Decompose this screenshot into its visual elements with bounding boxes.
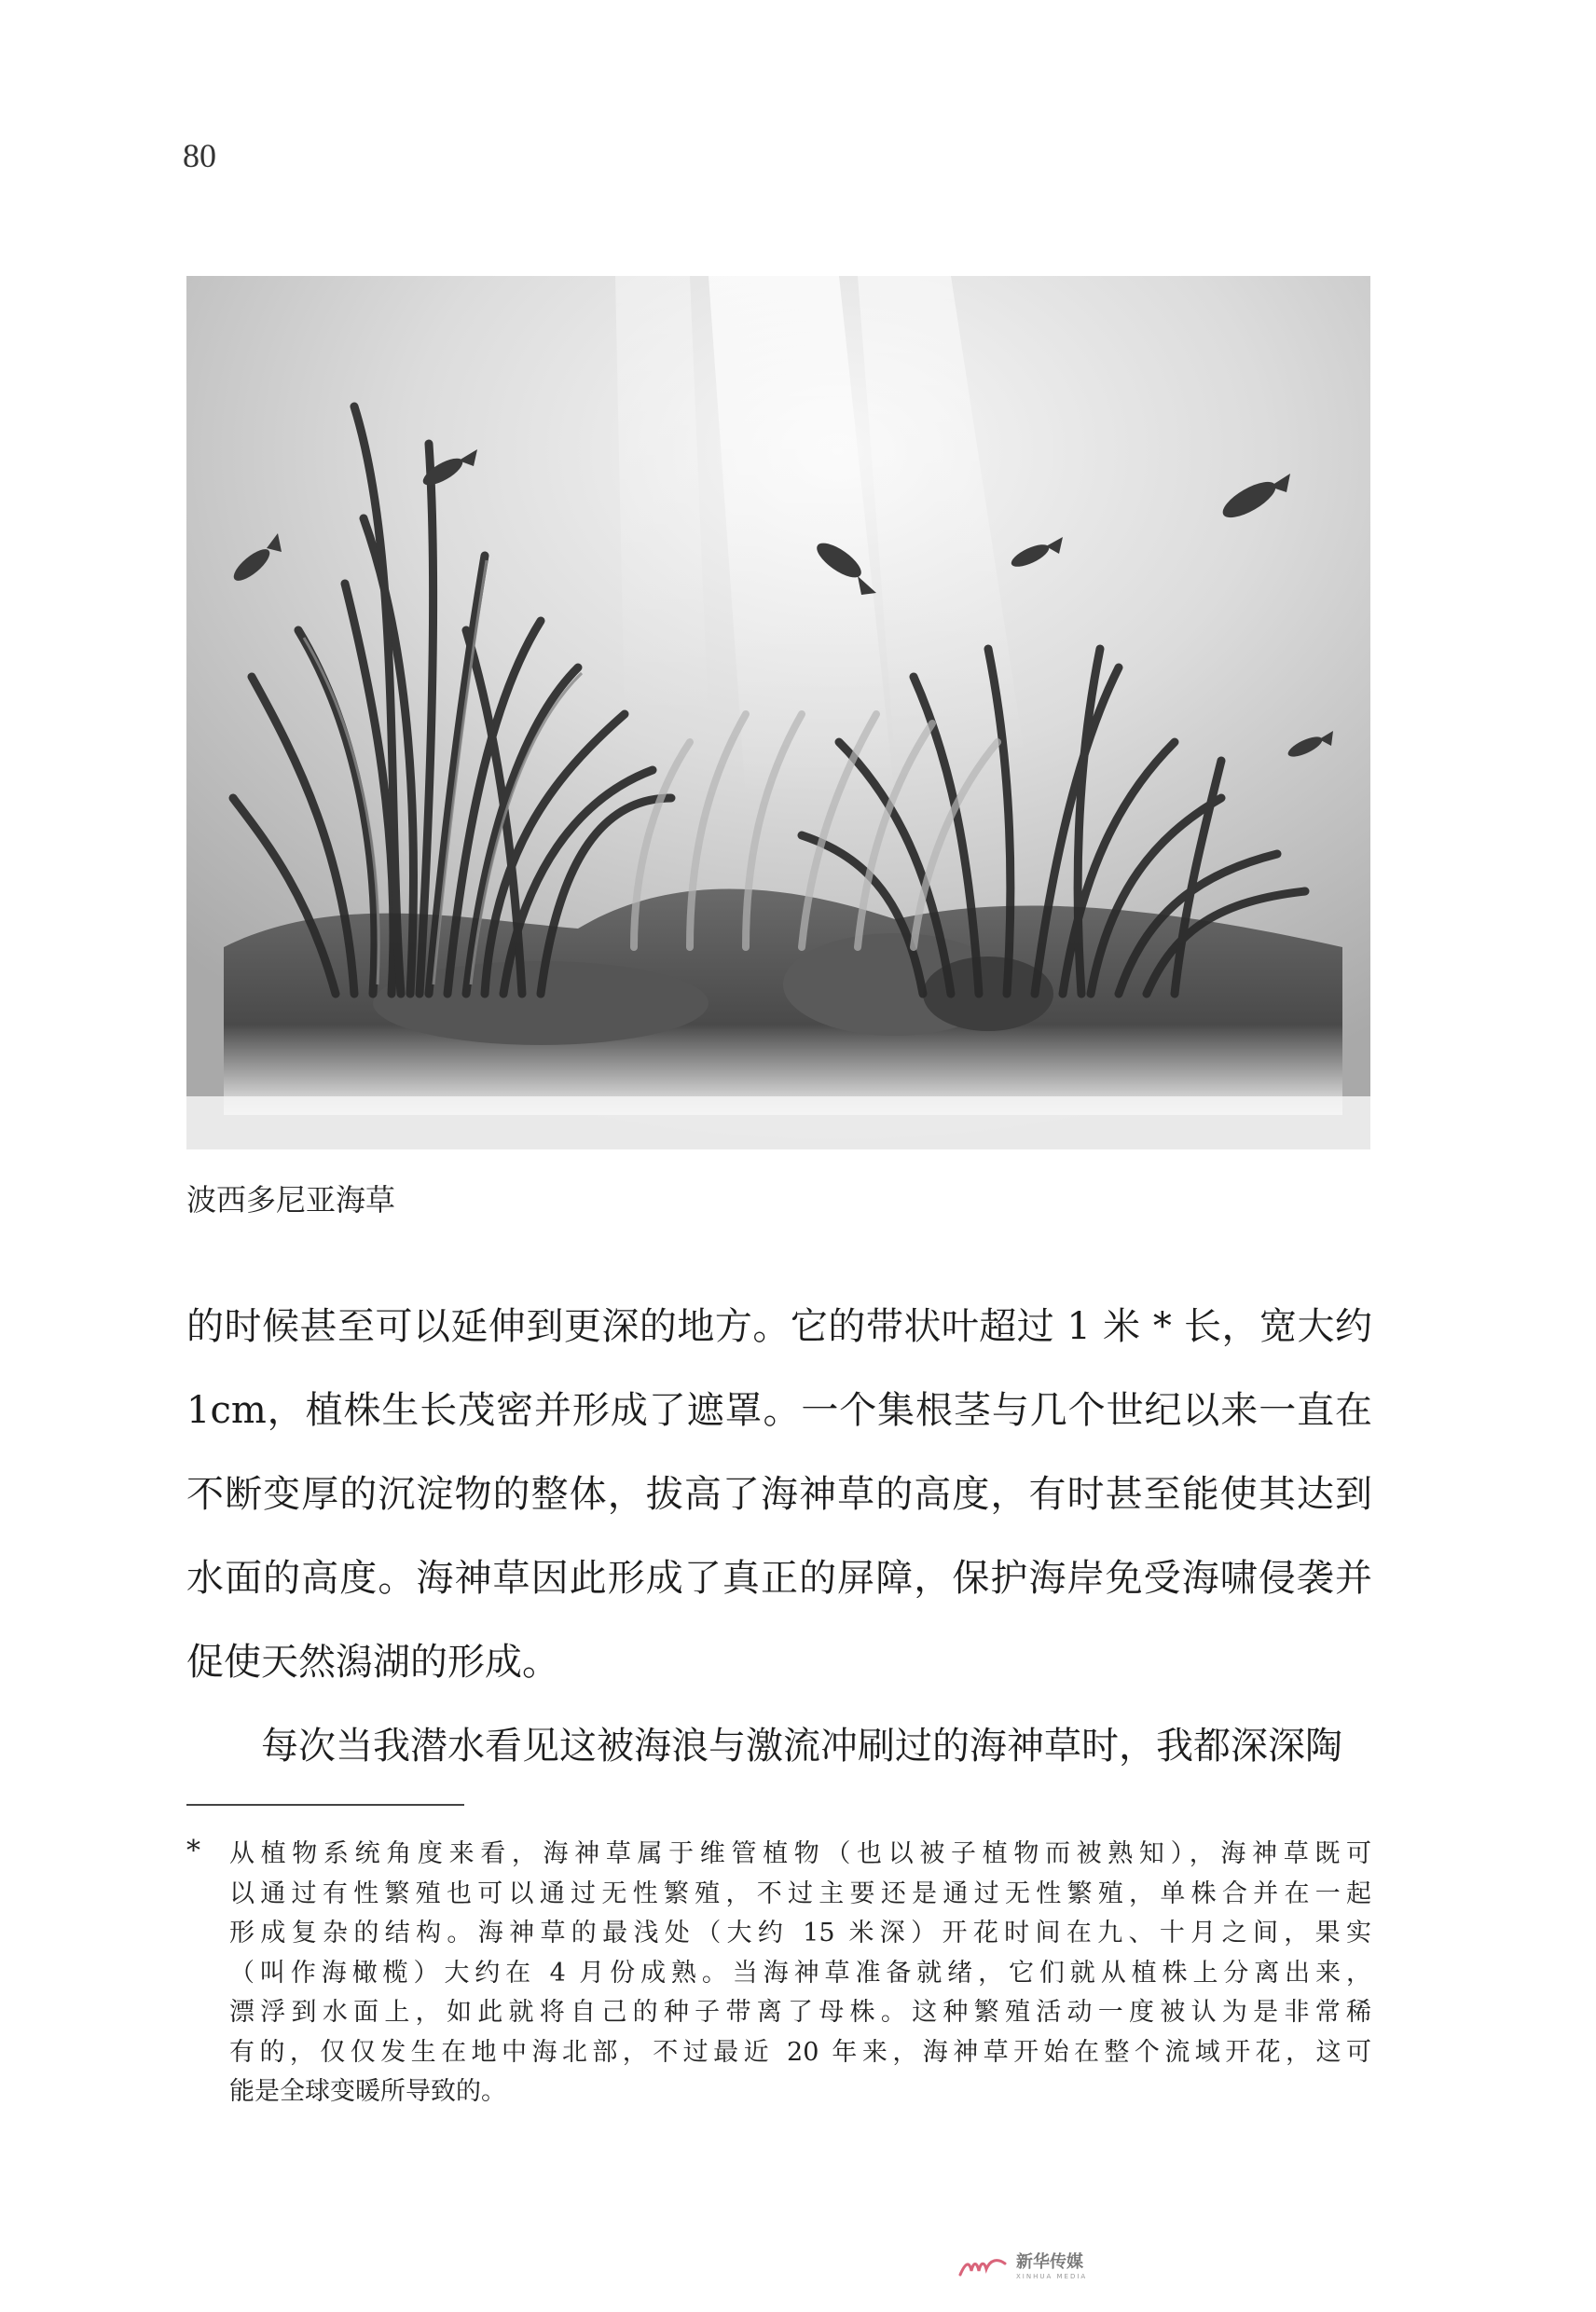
footnote-line: 形成复杂的结构。海神草的最浅处（大约 15 米深）开花时间在九、十月之间，果实 — [229, 1919, 1371, 1947]
seagrass-illustration — [186, 276, 1370, 1149]
footnote-line: 漂浮到水面上，如此就将自己的种子带离了母株。这种繁殖活动一度被认为是非常稀 — [229, 1998, 1371, 2027]
figure-caption: 波西多尼亚海草 — [186, 1182, 396, 1218]
body-line: 不断变厚的沉淀物的整体，拔高了海神草的高度，有时甚至能使其达到 — [186, 1473, 1372, 1516]
body-line: 每次当我潜水看见这被海浪与激流冲刷过的海神草时，我都深深陶 — [261, 1725, 1342, 1768]
body-line: 1cm，植株生长茂密并形成了遮罩。一个集根茎与几个世纪以来一直在 — [186, 1389, 1372, 1432]
footnote-divider — [186, 1804, 464, 1806]
footnote-line: （叫作海橄榄）大约在 4 月份成熟。当海神草准备就绪，它们就从植株上分离出来， — [229, 1958, 1371, 1988]
footnote-marker: * — [186, 1835, 200, 1867]
body-line: 促使天然潟湖的形成。 — [186, 1641, 559, 1684]
footnote-line: 能是全球变暖所导致的。 — [229, 2077, 506, 2106]
publisher-name-en: XINHUA MEDIA — [1016, 2273, 1088, 2280]
publisher-name: 新华传媒 — [1016, 2252, 1083, 2272]
body-text — [186, 1285, 1372, 1788]
footnote-line: 有的，仅仅发生在地中海北部，不过最近 20 年来，海神草开始在整个流域开花，这可 — [229, 2037, 1371, 2067]
body-line: 的时候甚至可以延伸到更深的地方。它的带状叶超过 1 米 * 长，宽大约 — [186, 1305, 1372, 1348]
footnote-line: 以通过有性繁殖也可以通过无性繁殖，不过主要还是通过无性繁殖，单株合并在一起 — [229, 1878, 1371, 1908]
publisher-logo — [958, 2254, 1087, 2280]
page-number: 80 — [183, 137, 216, 174]
body-line: 水面的高度。海神草因此形成了真正的屏障，保护海岸免受海啸侵袭并 — [186, 1557, 1372, 1600]
footnote-line: 从植物系统角度来看，海神草属于维管植物（也以被子植物而被熟知），海神草既可 — [229, 1839, 1371, 1868]
publisher-mark-icon — [958, 2256, 1007, 2278]
